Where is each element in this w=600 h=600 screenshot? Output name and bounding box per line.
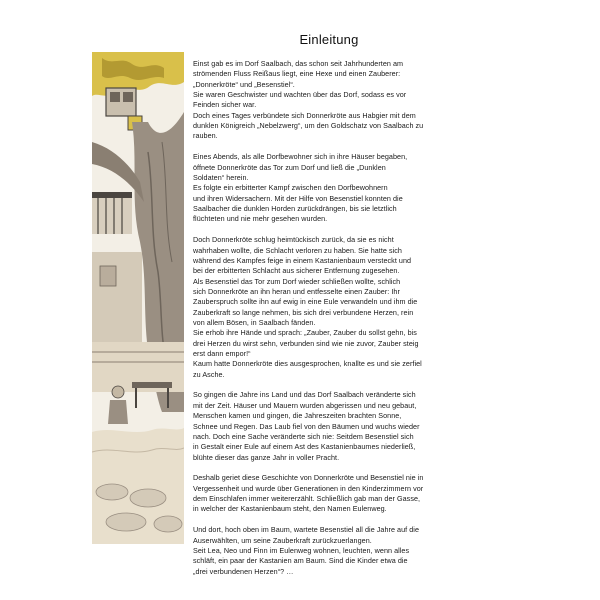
text-line: Doch Donnerkröte schlug heimtückisch zurück, da sie es nicht (193, 235, 394, 245)
text-line: öffnete Donnerkröte das Tor zum Dorf und ließ die „Dunklen (193, 162, 386, 172)
page-title: Einleitung (299, 32, 359, 47)
text-line: flüchteten und nie mehr gesehen wurden. (193, 214, 328, 224)
text-line: Soldaten“ herein. (193, 172, 249, 182)
bench-seat (132, 382, 172, 388)
text-line: Doch eines Tages verbündete sich Donnerkröte aus Habgier mit dem (193, 110, 416, 120)
text-line: dunklen Königreich „Nebelzwerg“, um den Goldschatz von Saalbach zu (193, 121, 424, 131)
story-paragraph (193, 525, 465, 577)
text-line: „Donnerkröte“ und „Besenstiel“. (193, 79, 295, 89)
text-line: während des Kampfes feige in einem Kastanienbaum versteckt und (193, 255, 412, 265)
text-line: Als Besenstiel das Tor zum Dorf wieder schließen wollte, schlich (193, 276, 401, 286)
text-column (193, 32, 465, 587)
text-line: erst dann empor!“ (193, 348, 251, 358)
balcony-rail (92, 192, 132, 198)
text-line: in welcher der Kastanienbaum steht, den Namen Eulenweg. (193, 504, 387, 514)
text-line: nach. Doch eine Sache veränderte sich nie: Seitdem Besenstiel sich (193, 431, 414, 441)
tree-and-village-illustration (92, 52, 184, 544)
text-line: Schnee und Regen. Das Laub fiel von den Bäumen und wuchs wieder (193, 421, 420, 431)
window-pane (110, 92, 120, 102)
text-line: Saalbacher die dunklen Horden zurückdrängen, bis sie letztlich (193, 203, 397, 213)
text-line: Sie waren Geschwister und wachten über das Dorf, sodass es vor (193, 90, 407, 100)
illustration-artwork (92, 52, 184, 544)
text-line: Deshalb geriet diese Geschichte von Donnerkröte und Besenstiel nie in (193, 473, 424, 483)
text-line: Es folgte ein erbitterter Kampf zwischen den Dorfbewohnern (193, 183, 388, 193)
house-window (100, 266, 116, 286)
cobblestone (154, 516, 182, 532)
text-line: in Gestalt einer Eule auf einem Ast des Kastanienbaumes niederließ, (193, 442, 416, 452)
text-line: „drei verbundenen Herzen“? … (193, 566, 294, 576)
text-line: Zauberkraft so lange nehmen, bis sich drei verbundene Herzen, rein (193, 307, 414, 317)
story-paragraphs (193, 59, 465, 577)
window-pane (123, 92, 133, 102)
story-paragraph (193, 390, 465, 462)
text-line: blühte dieser das ganze Jahr in voller Pracht. (193, 452, 340, 462)
text-line: drei Herzen du wirst sehn, verbunden sind wie nie zuvor, Zauber steig (193, 338, 419, 348)
story-paragraph (193, 235, 465, 380)
text-line: Zauberspruch sollte ihn auf ewig in eine Eule verwandeln und ihm die (193, 297, 418, 307)
text-line: strömenden Fluss Reißaus liegt, eine Hexe und einen Zauberer: (193, 69, 401, 79)
text-line: Kaum hatte Donnerkröte dies ausgesprochen, knallte es und sie zerfiel (193, 359, 422, 369)
figure-head (112, 386, 124, 398)
text-line: Seit Lea, Neo und Finn im Eulenweg wohnen, leuchten, wenn alles (193, 545, 410, 555)
figure-body (108, 400, 128, 424)
text-line: Einst gab es im Dorf Saalbach, das schon seit Jahrhunderten am (193, 59, 404, 68)
text-line: Vergessenheit und wurde über Generationen in den Kinderzimmern vor (193, 483, 424, 493)
text-line: dem Einschlafen immer weitererzählt. Schließlich gab man der Gasse, (193, 494, 421, 504)
cobblestone (130, 489, 166, 507)
text-line: sich Donnerkröte an ihn heran und entfesselte einen Zauber: Ihr (193, 286, 400, 296)
text-line: Sie erhob ihre Hände und sprach: „Zauber, Zauber du sollst gehn, bis (193, 328, 417, 338)
house-wall (92, 252, 142, 342)
story-paragraph (193, 152, 465, 224)
text-line: mit der Zeit. Häuser und Mauern wurden abgerissen und neu gebaut, (193, 400, 417, 410)
text-line: Auserwählten, um seine Zauberkraft zurückzuerlangen. (193, 535, 372, 545)
text-line: wahrhaben wollte, die Schlacht verloren zu haben. Sie hatte sich (193, 245, 402, 255)
text-line: Menschen kamen und gingen, die Jahreszeiten brachten Sonne, (193, 411, 402, 421)
story-paragraph (193, 59, 465, 142)
text-line: und ihren Widersachern. Mit der Hilfe von Besenstiel konnten die (193, 193, 403, 203)
text-line: Und dort, hoch oben im Baum, wartete Besenstiel all die Jahre auf die (193, 525, 419, 535)
text-line: rauben. (193, 131, 218, 141)
text-line: zu Asche. (193, 369, 225, 379)
cobblestone (106, 513, 146, 531)
text-line: So gingen die Jahre ins Land und das Dorf Saalbach veränderte sich (193, 390, 416, 400)
story-paragraph (193, 473, 465, 514)
text-line: bei der erbitterten Schlacht aus sicherer Entfernung zugesehen. (193, 266, 400, 276)
cobblestone (96, 484, 128, 500)
text-line: Feinden sicher war. (193, 100, 257, 110)
text-line: von allem Bösen, in Saalbach fänden. (193, 317, 316, 327)
text-line: schläft, ein paar der Kastanien am Baum. Sind die Kinder etwa die (193, 556, 408, 566)
text-line: Eines Abends, als alle Dorfbewohner sich in ihre Häuser begaben, (193, 152, 408, 162)
